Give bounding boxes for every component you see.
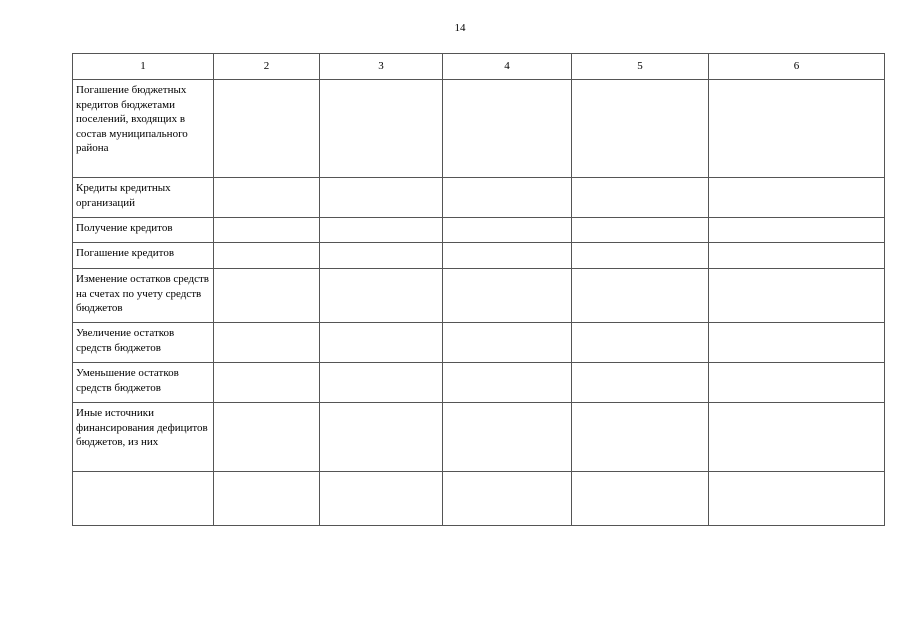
table-row — [73, 269, 885, 323]
table-cell — [572, 363, 709, 403]
table-cell — [709, 80, 885, 178]
table-row — [73, 80, 885, 178]
table-cell — [572, 403, 709, 472]
table-cell — [443, 363, 572, 403]
table-cell — [320, 218, 443, 243]
row-label — [73, 472, 214, 526]
table-cell — [320, 403, 443, 472]
table-cell — [320, 363, 443, 403]
table-cell — [709, 269, 885, 323]
column-header-1: 1 — [73, 54, 214, 80]
table-cell — [214, 178, 320, 218]
table-cell — [214, 218, 320, 243]
row-label: Иные источники финансирования дефицитов бюджетов, из них — [73, 403, 214, 472]
table-cell — [443, 243, 572, 269]
table-cell — [443, 323, 572, 363]
table-cell — [214, 472, 320, 526]
table-cell — [572, 178, 709, 218]
column-header-4: 4 — [443, 54, 572, 80]
row-label: Увеличение остатков средств бюджетов — [73, 323, 214, 363]
row-label: Уменьшение остатков средств бюджетов — [73, 363, 214, 403]
table-row — [73, 363, 885, 403]
column-header-6: 6 — [709, 54, 885, 80]
column-header-2: 2 — [214, 54, 320, 80]
table-cell — [709, 472, 885, 526]
table-cell — [214, 80, 320, 178]
column-header-3: 3 — [320, 54, 443, 80]
table-cell — [443, 472, 572, 526]
table-cell — [214, 269, 320, 323]
table-cell — [320, 80, 443, 178]
table-row — [73, 243, 885, 269]
table-cell — [214, 243, 320, 269]
table-cell — [443, 80, 572, 178]
table-cell — [709, 243, 885, 269]
financing-sources-table — [72, 53, 885, 526]
table-row — [73, 218, 885, 243]
table-cell — [443, 178, 572, 218]
row-label: Получение кредитов — [73, 218, 214, 243]
table-cell — [572, 218, 709, 243]
table-cell — [320, 323, 443, 363]
table-cell — [572, 80, 709, 178]
table-cell — [572, 243, 709, 269]
table-header-row — [73, 54, 885, 80]
row-label: Погашение кредитов — [73, 243, 214, 269]
table-cell — [443, 269, 572, 323]
table-cell — [709, 178, 885, 218]
table-row — [73, 403, 885, 472]
table-cell — [214, 323, 320, 363]
table-cell — [709, 218, 885, 243]
table-cell — [709, 323, 885, 363]
table-cell — [320, 243, 443, 269]
table-cell — [320, 472, 443, 526]
table-row — [73, 178, 885, 218]
table-cell — [572, 323, 709, 363]
table-cell — [572, 269, 709, 323]
row-label: Погашение бюджетных кредитов бюджетами поселений, входящих в состав муниципального района — [73, 80, 214, 178]
table-cell — [709, 363, 885, 403]
row-label: Изменение остатков средств на счетах по учету средств бюджетов — [73, 269, 214, 323]
row-label: Кредиты кредитных организаций — [73, 178, 214, 218]
table-row — [73, 472, 885, 526]
column-header-5: 5 — [572, 54, 709, 80]
table-cell — [709, 403, 885, 472]
table-cell — [443, 218, 572, 243]
table-row — [73, 323, 885, 363]
table-cell — [320, 178, 443, 218]
table-cell — [320, 269, 443, 323]
page-number: 14 — [454, 22, 466, 34]
table-cell — [572, 472, 709, 526]
table-cell — [443, 403, 572, 472]
table-cell — [214, 403, 320, 472]
table-cell — [214, 363, 320, 403]
